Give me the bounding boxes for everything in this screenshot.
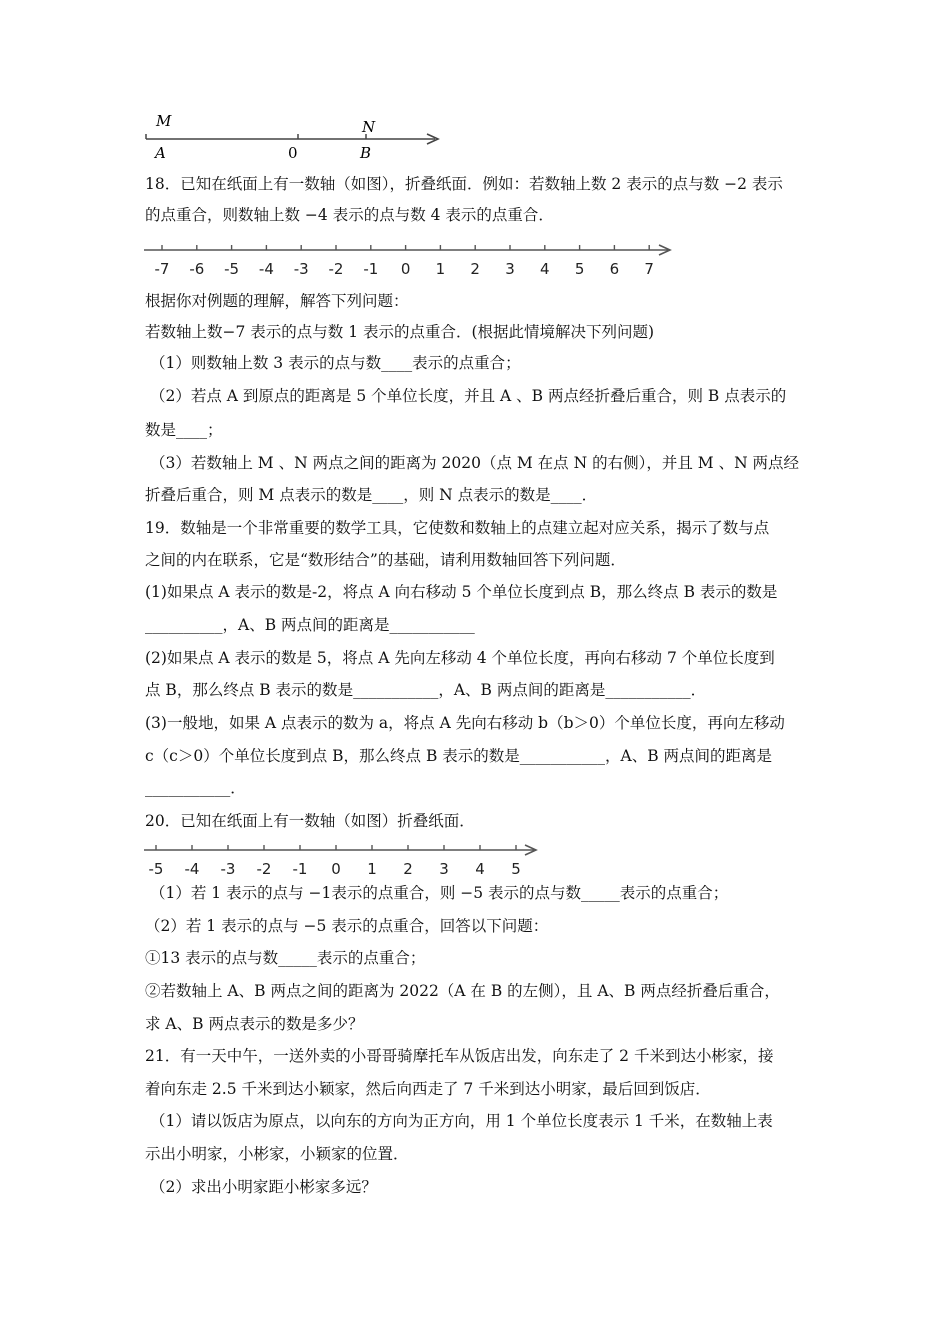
q18-part2b: 数是____； <box>145 421 223 439</box>
q21-line1: 21．有一天中午，一送外卖的小哥哥骑摩托车从饭店出发，向东走了 2 千米到达小彬家，接 <box>145 1047 774 1065</box>
label-N: N <box>362 118 376 136</box>
q19-line2: 之间的内在联系，它是“数形结合”的基础，请利用数轴回答下列问题． <box>145 551 626 569</box>
q20-tick-label: 3 <box>439 860 449 878</box>
q18-tick-label: 3 <box>505 260 515 278</box>
q18-intro: 根据你对例题的理解，解答下列问题： <box>145 292 409 310</box>
q20-tick-label: -5 <box>148 860 164 878</box>
q20-line6: 求 A、B 两点表示的数是多少？ <box>145 1015 364 1033</box>
q18-tick-label: -6 <box>189 260 205 278</box>
q19-line6: 点 B，那么终点 B 表示的数是___________，A、B 两点间的距离是___________． <box>145 681 707 699</box>
q18-part3a: （3）若数轴上 M 、N 两点之间的距离为 2020（点 M 在点 N 的右侧），并且 M 、N 两点经 <box>150 454 800 472</box>
q21-line2: 着向东走 2.5 千米到达小颖家，然后向西走了 7 千米到达小明家，最后回到饭店． <box>145 1080 711 1098</box>
q18-line1: 18．已知在纸面上有一数轴（如图），折叠纸面．例如：若数轴上数 2 表示的点与数 −2 表示 <box>145 175 783 193</box>
q18-tick-label: -5 <box>224 260 240 278</box>
q21-line5: （2）求出小明家距小彬家多远？ <box>150 1178 377 1196</box>
q18-line2: 的点重合，则数轴上数 −4 表示的点与数 4 表示的点重合． <box>145 206 554 224</box>
q19-line1: 19．数轴是一个非常重要的数学工具，它使数和数轴上的点建立起对应关系，揭示了数与点 <box>145 519 770 537</box>
q20-tick-label: -1 <box>292 860 308 878</box>
q20-tick-label: 2 <box>403 860 413 878</box>
q20-line3: （2）若 1 表示的点与 −5 表示的点重合，回答以下问题： <box>145 917 549 935</box>
q18-tick-label: -1 <box>363 260 379 278</box>
q20-line2: （1）若 1 表示的点与 −1表示的点重合，则 −5 表示的点与数_____表示的点重合； <box>150 884 729 902</box>
q18-part3b: 折叠后重合，则 M 点表示的数是____，则 N 点表示的数是____． <box>145 486 598 504</box>
q20-tick-label: -2 <box>256 860 272 878</box>
q20-line1: 20．已知在纸面上有一数轴（如图）折叠纸面． <box>145 812 475 830</box>
q18-context: 若数轴上数−7 表示的点与数 1 表示的点重合．(根据此情境解决下列问题) <box>145 323 655 341</box>
q20-number-line <box>140 840 550 876</box>
q18-tick-label: 5 <box>574 260 585 278</box>
label-B: B <box>360 144 372 162</box>
q18-number-line <box>140 240 680 280</box>
q19-line4: __________，A、B 两点间的距离是___________ <box>145 616 475 634</box>
q20-tick-label: -4 <box>184 860 200 878</box>
q19-line5: (2)如果点 A 表示的数是 5，将点 A 先向左移动 4 个单位长度，再向右移动 7 个单位长度到 <box>145 649 775 667</box>
q18-tick-label: 4 <box>540 260 550 278</box>
q20-tick-label: 1 <box>367 860 377 878</box>
label-M: M <box>156 112 172 130</box>
q18-part2a: （2）若点 A 到原点的距离是 5 个单位长度，并且 A 、B 两点经折叠后重合，则 B 点表示的 <box>150 387 787 405</box>
q20-tick-label: -3 <box>220 860 236 878</box>
q18-tick-label: 7 <box>644 260 654 278</box>
q18-tick-label: -2 <box>328 260 344 278</box>
q20-tick-label: 5 <box>511 860 521 878</box>
q18-tick-label: -4 <box>258 260 274 278</box>
q18-tick-label: 1 <box>435 260 446 278</box>
q18-tick-label: 2 <box>470 260 480 278</box>
q19-line7: (3)一般地，如果 A 点表示的数为 a，将点 A 先向右移动 b（b＞0）个单位长度，再向左移动 <box>145 714 785 732</box>
q18-part1: （1）则数轴上数 3 表示的点与数____表示的点重合； <box>150 354 521 372</box>
q18-tick-label: 6 <box>609 260 620 278</box>
label-A: A <box>155 144 166 162</box>
q18-tick-label: 0 <box>400 260 411 278</box>
q19-line3: (1)如果点 A 表示的数是-2，将点 A 向右移动 5 个单位长度到点 B，那么终点 B 表示的数是 <box>145 583 778 601</box>
q20-line4: ①13 表示的点与数_____表示的点重合； <box>145 949 426 967</box>
q20-tick-label: 4 <box>475 860 485 878</box>
q19-line8: c（c＞0）个单位长度到点 B，那么终点 B 表示的数是___________，A、B 两点间的距离是 <box>145 747 773 765</box>
q20-tick-label: 0 <box>331 860 341 878</box>
q18-tick-label: -3 <box>293 260 309 278</box>
q19-line9: ___________． <box>145 779 246 797</box>
q18-tick-label: -7 <box>154 260 170 278</box>
label-zero: 0 <box>288 144 298 162</box>
q21-line4: 示出小明家，小彬家，小颖家的位置． <box>145 1145 409 1163</box>
q20-line5: ②若数轴上 A、B 两点之间的距离为 2022（A 在 B 的左侧），且 A、B 两点经折叠后重合， <box>145 982 780 1000</box>
fig17-number-line <box>140 108 450 163</box>
q21-line3: （1）请以饭店为原点，以向东的方向为正方向，用 1 个单位长度表示 1 千米，在数轴上表 <box>150 1112 773 1130</box>
